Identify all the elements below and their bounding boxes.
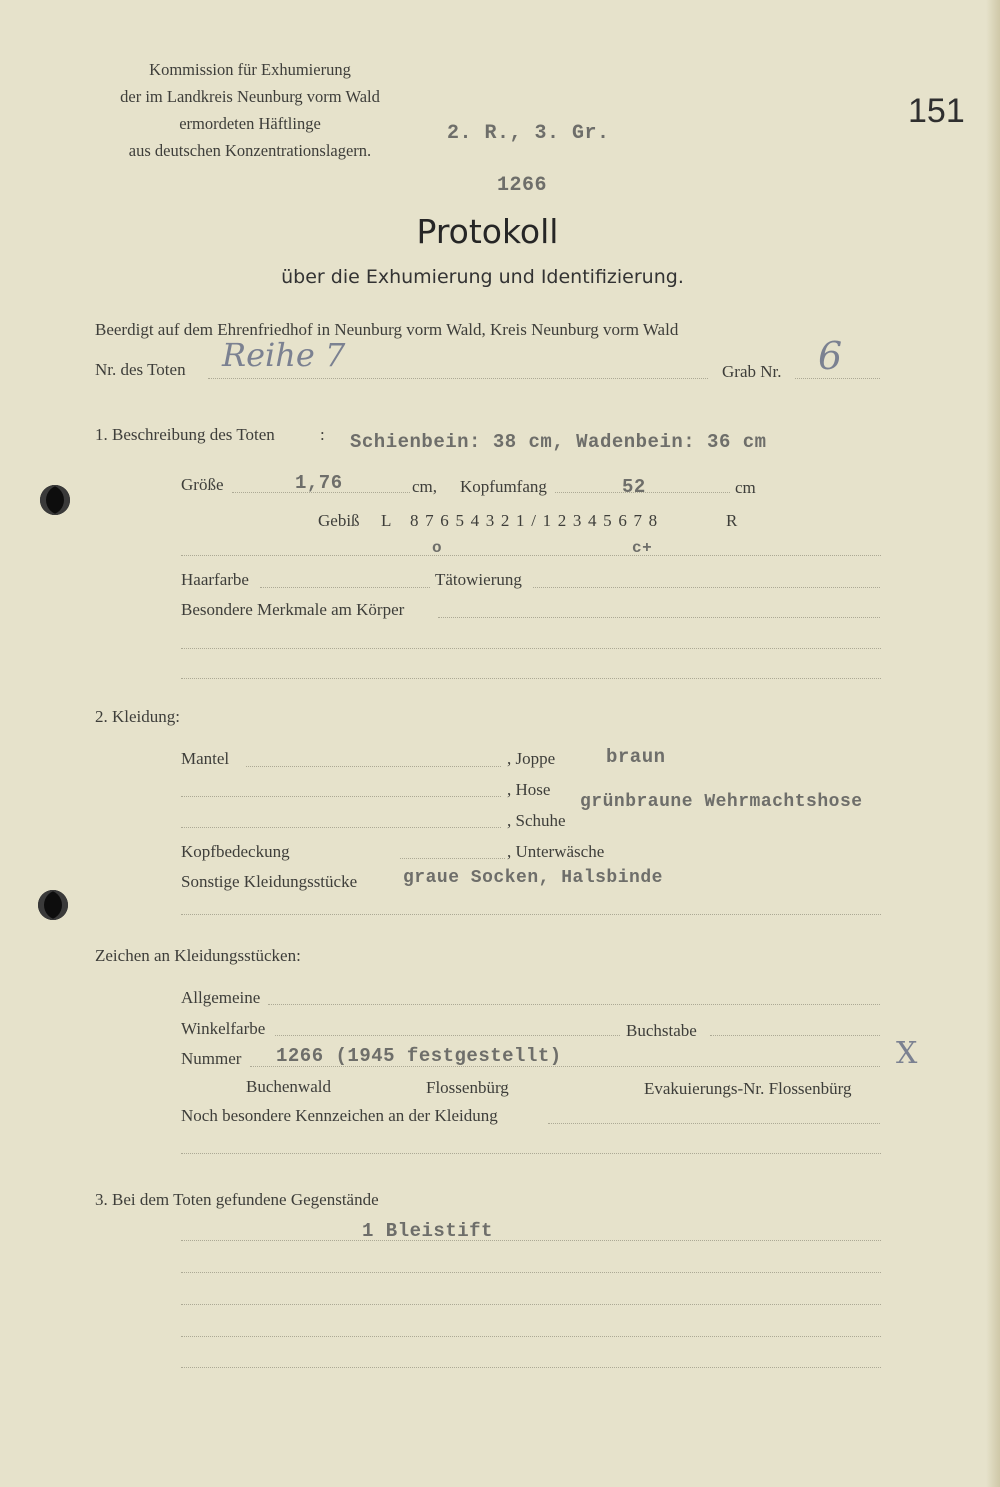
height-label: Größe	[181, 475, 224, 494]
teeth-line	[181, 555, 881, 556]
dead-number-line	[208, 378, 708, 379]
section1-heading: 1. Beschreibung des Toten	[95, 425, 275, 444]
letter-line	[710, 1035, 880, 1036]
bone-measurements: Schienbein: 38 cm, Wadenbein: 36 cm	[350, 431, 767, 453]
number-value: 1266 (1945 festgestellt)	[276, 1045, 562, 1067]
height-unit: cm,	[412, 477, 438, 496]
letter-label: Buchstabe	[626, 1021, 697, 1040]
signs-heading: Zeichen an Kleidungsstücken:	[95, 946, 301, 965]
marks-line	[438, 617, 880, 618]
items-line	[181, 1272, 881, 1273]
jacket-value: braun	[606, 746, 666, 768]
underwear-label: , Unterwäsche	[507, 842, 605, 861]
teeth-label: Gebiß	[318, 511, 360, 530]
other-signs-line	[181, 1153, 881, 1154]
head-circumference-unit: cm	[735, 478, 756, 497]
tattoo-label: Tätowierung	[435, 570, 522, 589]
items-line	[181, 1240, 881, 1241]
institution-line: ermordeten Häftlinge	[179, 114, 321, 133]
teeth-chart: 8 7 6 5 4 3 2 1 / 1 2 3 4 5 6 7 8	[410, 511, 659, 530]
institution-line: der im Landkreis Neunburg vorm Wald	[120, 87, 380, 106]
teeth-mark: o	[432, 539, 443, 557]
marks-line	[181, 678, 881, 679]
trousers-label: , Hose	[507, 780, 551, 799]
items-line	[181, 1304, 881, 1305]
col-buchenwald: Buchenwald	[246, 1077, 331, 1096]
section2-heading: 2. Kleidung:	[95, 707, 180, 726]
clothing-line	[181, 914, 881, 915]
dead-number-value: Reihe 7	[222, 336, 346, 374]
angle-color-line	[275, 1035, 620, 1036]
tattoo-line	[533, 587, 880, 588]
hair-color-line	[260, 587, 430, 588]
punch-hole-icon	[38, 890, 68, 920]
trousers-value: grünbraune Wehrmachtshose	[580, 792, 863, 812]
head-circumference-value: 52	[622, 476, 646, 498]
teeth-right: R	[726, 511, 738, 530]
items-line	[181, 1336, 881, 1337]
col-flossenburg: Flossenbürg	[426, 1078, 509, 1097]
general-label: Allgemeine	[181, 988, 261, 1007]
other-signs-label: Noch besondere Kennzeichen an der Kleidung	[181, 1106, 498, 1125]
jacket-label: , Joppe	[507, 749, 556, 768]
grave-number-value: 6	[818, 334, 843, 378]
headwear-label: Kopfbedeckung	[181, 842, 290, 861]
grave-reference: 2. R., 3. Gr.	[447, 122, 610, 145]
number-label: Nummer	[181, 1049, 242, 1068]
clothing-line	[181, 827, 501, 828]
page-title: Protokoll	[416, 212, 559, 251]
coat-label: Mantel	[181, 749, 230, 768]
page-number: 151	[908, 92, 965, 130]
teeth-left: L	[381, 511, 392, 530]
dead-number-label: Nr. des Toten	[95, 360, 186, 379]
angle-color-label: Winkelfarbe	[181, 1019, 266, 1038]
general-line	[268, 1004, 880, 1005]
burial-text: Beerdigt auf dem Ehrenfriedhof in Neunburg vorm Wald, Kreis Neunburg vorm Wald	[95, 320, 679, 339]
paper-edge	[986, 0, 1000, 1487]
other-clothing-value: graue Socken, Halsbinde	[403, 868, 663, 888]
head-circumference-label: Kopfumfang	[460, 477, 547, 496]
clothing-line	[181, 796, 501, 797]
marks-line	[181, 648, 881, 649]
col-evacuation: Evakuierungs-Nr. Flossenbürg	[644, 1079, 852, 1098]
coat-line	[246, 766, 501, 767]
found-item: 1 Bleistift	[362, 1220, 493, 1242]
other-signs-line	[548, 1123, 880, 1124]
grave-number-line	[795, 378, 880, 379]
items-line	[181, 1367, 881, 1368]
other-clothing-label: Sonstige Kleidungsstücke	[181, 872, 358, 891]
height-value: 1,76	[295, 472, 343, 494]
institution-block	[80, 56, 420, 164]
colon: :	[320, 425, 325, 444]
case-number: 1266	[497, 174, 548, 197]
institution-line: aus deutschen Konzentrationslagern.	[128, 141, 372, 160]
institution-line: Kommission für Exhumierung	[149, 60, 351, 79]
hair-color-label: Haarfarbe	[181, 570, 249, 589]
shoes-label: , Schuhe	[507, 811, 566, 830]
page-subtitle: über die Exhumierung und Identifizierung.	[281, 266, 684, 288]
headwear-line	[400, 858, 505, 859]
grave-number-label: Grab Nr.	[722, 362, 782, 381]
marks-label: Besondere Merkmale am Körper	[181, 600, 405, 619]
teeth-mark: c+	[632, 539, 653, 557]
punch-hole-icon	[40, 485, 70, 515]
check-mark-icon: X	[896, 1036, 918, 1071]
section3-heading: 3. Bei dem Toten gefundene Gegenstände	[95, 1190, 379, 1209]
